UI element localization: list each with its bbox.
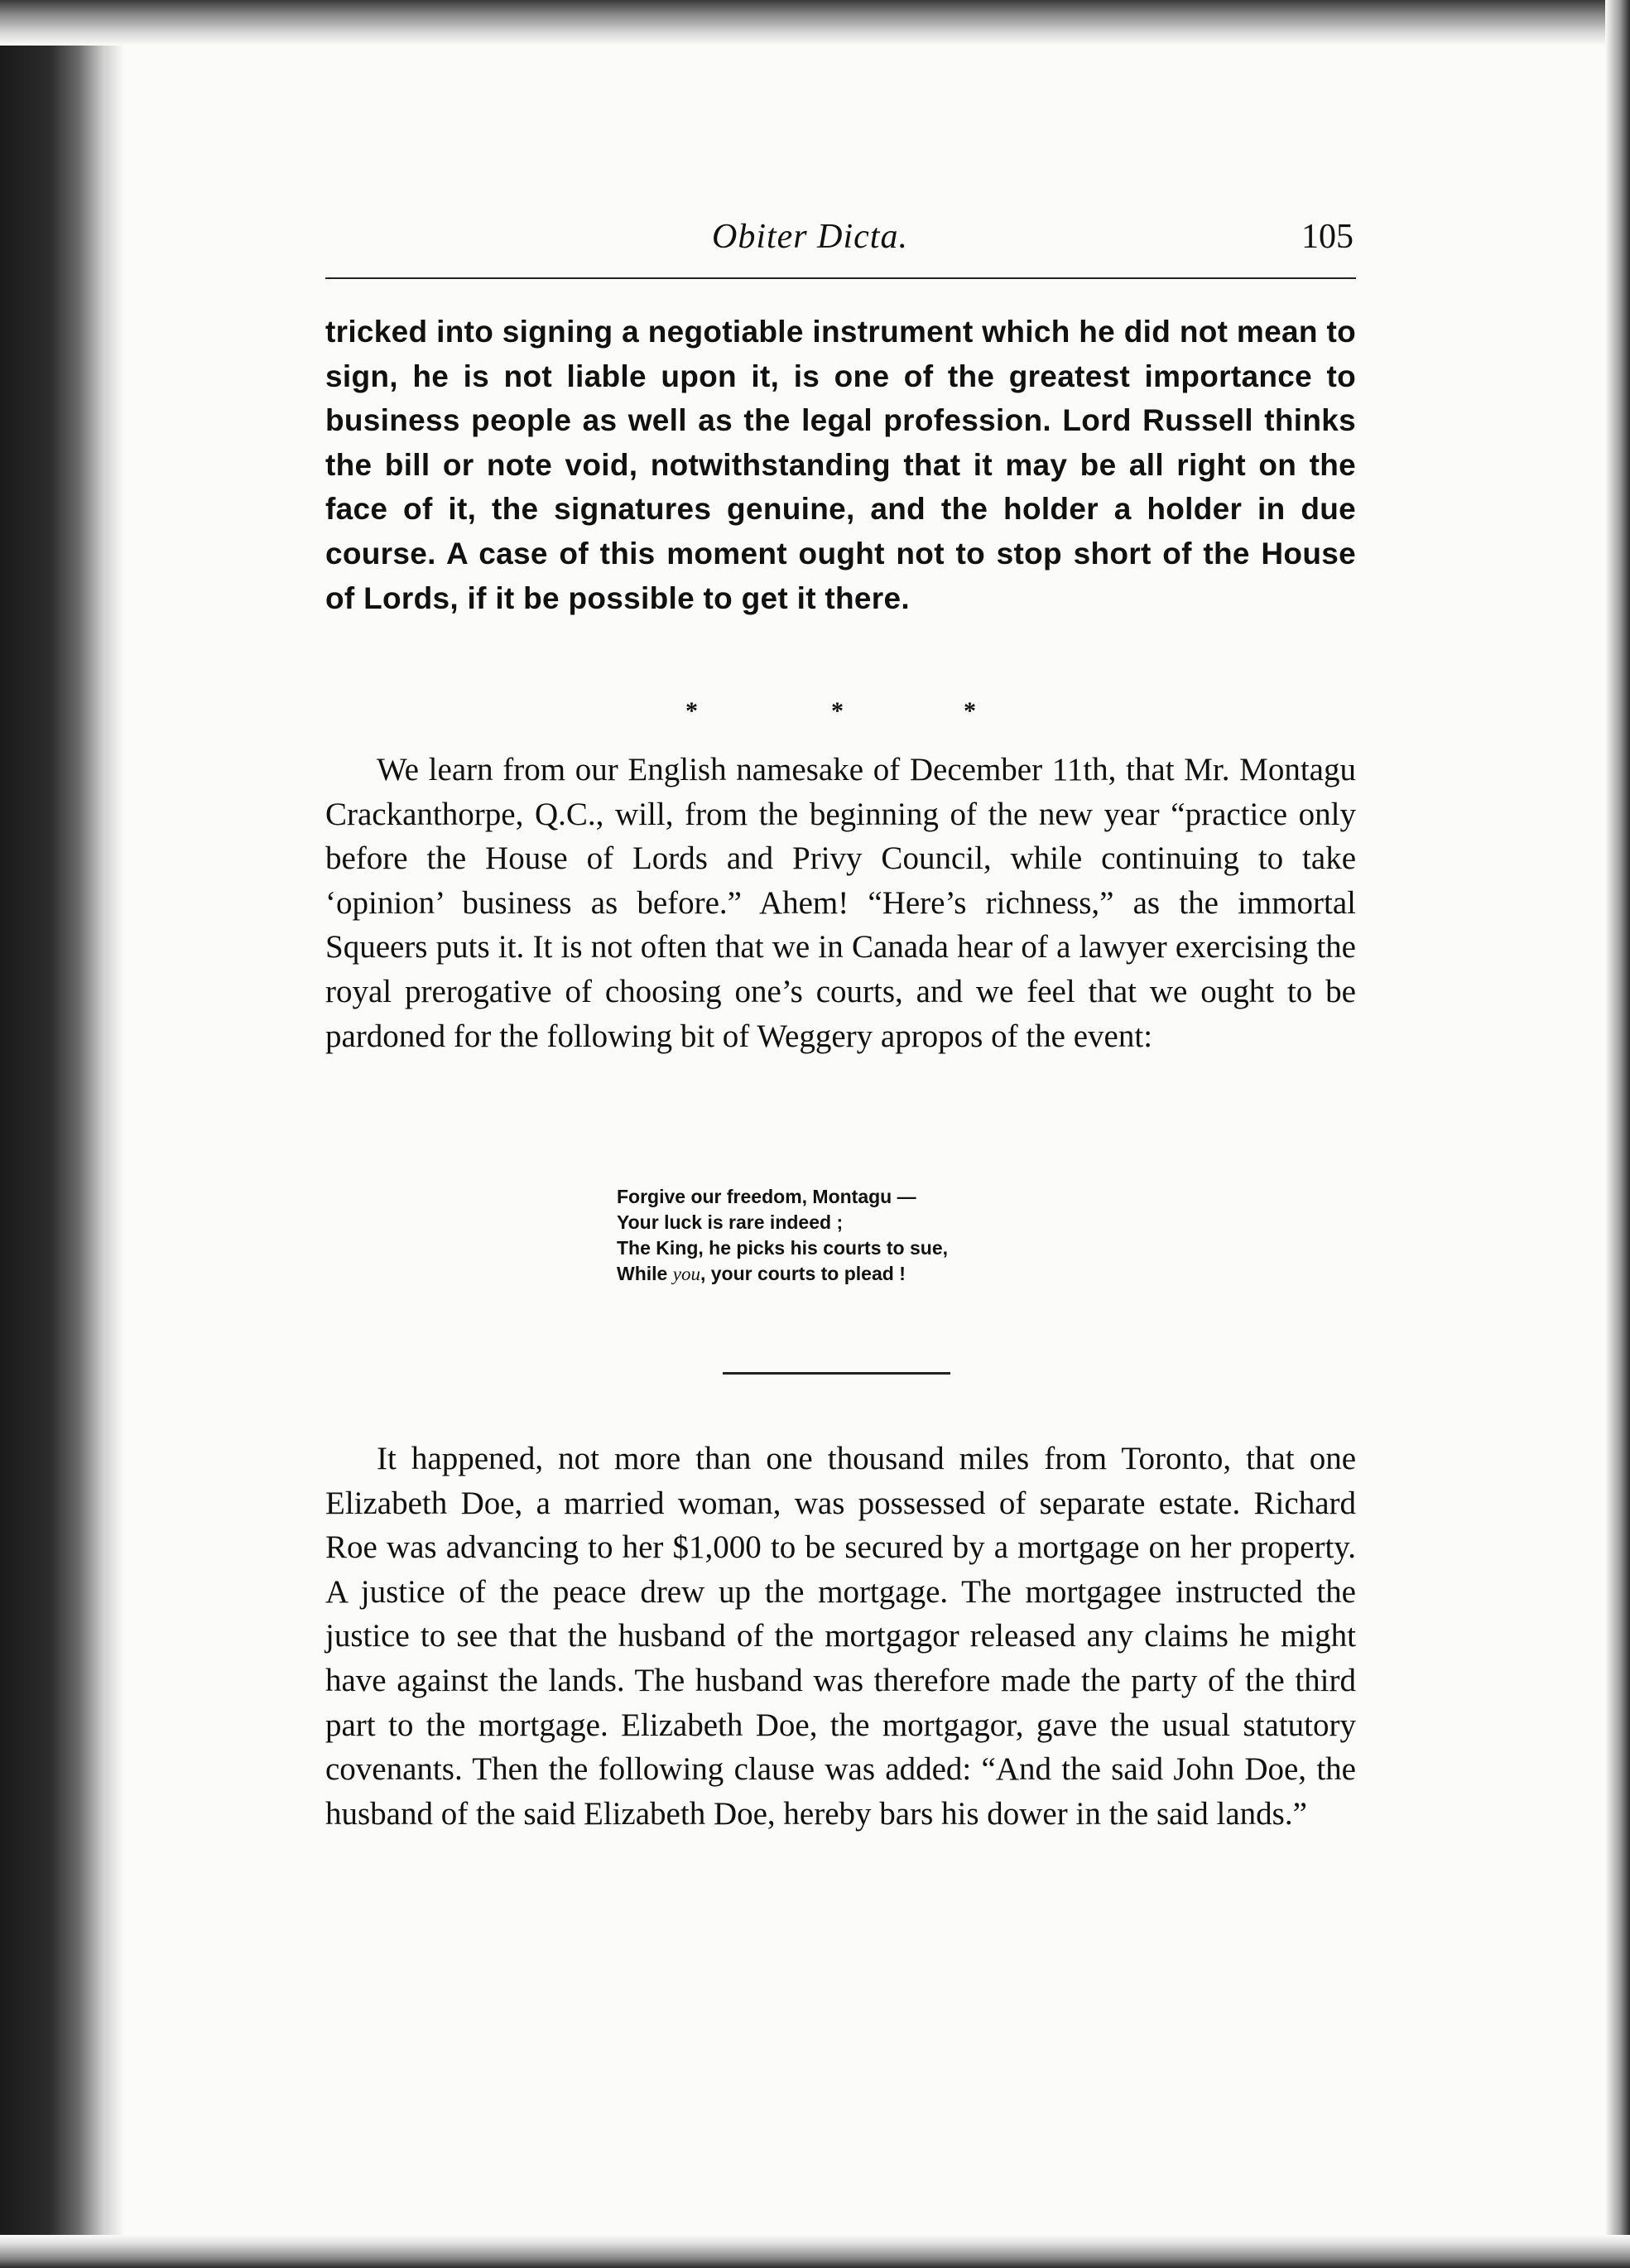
asterisk: * bbox=[831, 697, 844, 725]
binding-edge-shadow bbox=[0, 0, 124, 2268]
running-head bbox=[327, 217, 1354, 272]
verse-line-end: , your courts to plead ! bbox=[700, 1263, 906, 1284]
verse-line: Your luck is rare indeed ; bbox=[617, 1211, 844, 1233]
verse-line: The King, he picks his courts to sue, bbox=[617, 1237, 949, 1259]
right-edge-shadow bbox=[1605, 0, 1630, 2268]
section-divider bbox=[723, 1372, 950, 1375]
header-rule bbox=[325, 277, 1356, 279]
verse-emphasis: you bbox=[672, 1264, 700, 1284]
asterism-separator bbox=[685, 697, 1000, 730]
running-title: Obiter Dicta. bbox=[712, 218, 908, 256]
paragraph-doe-mortgage bbox=[325, 1437, 1356, 1836]
verse-block bbox=[617, 1184, 1113, 1287]
paragraph-text: We learn from our English namesake of December 11th, that Mr. Montagu Crackanthorpe, Q.C., will, from the beginning of the new year “practice only before the House of Lords and Privy Council, while continuing to take ‘opinion’ business as before.” Ahem! “Here’s richness,” as the immortal Squeers puts it. It is not often that we in Canada hear of a lawyer exercising the royal prerogative of choosing one’s courts, and we feel that we ought to be pardoned for the following bit of Weggery apropos of the event: bbox=[325, 752, 1356, 1054]
verse-line: Forgive our freedom, Montagu — bbox=[617, 1186, 916, 1207]
asterisk: * bbox=[964, 697, 976, 725]
paragraph-text: tricked into signing a negotiable instrument which he did not mean to sign, he is not liable upon it, is one of the greatest importance to business people as well as the legal profession. Lord Russell thinks the bill or note void, notwithstanding that it may be all right on the face of it, the signatures genuine, and the holder a holder in due course. A case of this moment ought not to stop short of the House of Lords, if it be possible to get it there. bbox=[325, 315, 1356, 615]
paragraph-crackanthorpe bbox=[325, 748, 1356, 1058]
paragraph-continuation bbox=[325, 310, 1356, 620]
page-number: 105 bbox=[1301, 218, 1354, 256]
top-edge-shadow bbox=[0, 0, 1630, 46]
paragraph-text: It happened, not more than one thousand miles from Toronto, that one Elizabeth Doe, a married woman, was possessed of separate estate. Richard Roe was advancing to her $1,000 to be secured by a mortgage on her property. A justice of the peace drew up the mortgage. The mortgagee instructed the justice to see that the husband of the mortgagor released any claims he might have against the lands. The husband was therefore made the party of the third part to the mortgage. Elizabeth Doe, the mortgagor, gave the usual statutory covenants. Then the following clause was added: “And the said John Doe, the husband of the said Elizabeth Doe, hereby bars his dower in the said lands.” bbox=[325, 1441, 1356, 1832]
bottom-edge-shadow bbox=[0, 2235, 1630, 2268]
asterisk: * bbox=[685, 697, 698, 725]
verse-line bbox=[617, 1261, 1113, 1287]
verse-line-start: While bbox=[617, 1263, 673, 1284]
